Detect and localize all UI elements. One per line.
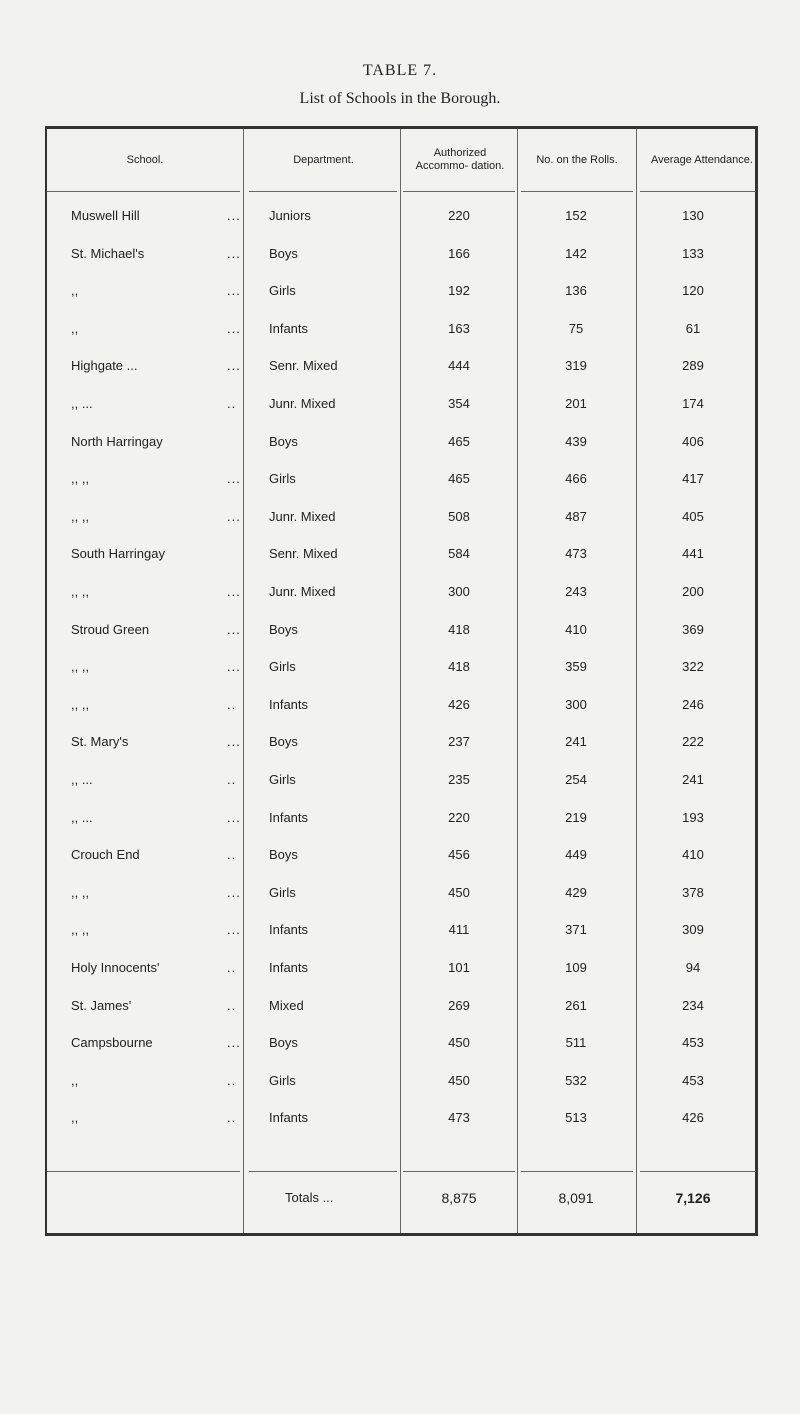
accommodation-cell: 418 bbox=[448, 621, 470, 637]
table-row bbox=[47, 688, 755, 726]
totals-rule bbox=[403, 1171, 515, 1172]
totals-rule bbox=[47, 1171, 240, 1172]
school-cell: Muswell Hill bbox=[71, 208, 140, 223]
leader-dots: .. bbox=[227, 1072, 237, 1088]
rolls-cell: 473 bbox=[565, 546, 587, 562]
table-row bbox=[47, 725, 755, 763]
totals-row bbox=[47, 1184, 755, 1214]
totals-accommodation: 8,875 bbox=[441, 1190, 477, 1206]
accommodation-cell: 444 bbox=[448, 358, 470, 374]
table-row bbox=[47, 613, 755, 651]
rolls-cell: 449 bbox=[565, 847, 587, 863]
table-row bbox=[47, 387, 755, 425]
rolls-cell: 219 bbox=[565, 809, 587, 825]
school-cell: ,, ,, bbox=[71, 659, 90, 675]
accommodation-cell: 418 bbox=[448, 659, 470, 675]
department-cell: Girls bbox=[269, 772, 296, 787]
department-cell: Girls bbox=[269, 283, 296, 299]
leader-dots: ... bbox=[227, 584, 241, 599]
header-rule bbox=[521, 191, 633, 192]
leader-dots: ... bbox=[227, 283, 241, 299]
accommodation-cell: 584 bbox=[448, 546, 470, 562]
school-cell: North Harringay bbox=[71, 433, 163, 449]
table-subtitle: List of Schools in the Borough. bbox=[299, 90, 501, 107]
accommodation-cell: 192 bbox=[448, 283, 470, 299]
table-row bbox=[47, 838, 755, 876]
attendance-cell: 222 bbox=[682, 734, 704, 750]
accommodation-cell: 166 bbox=[448, 245, 470, 261]
accommodation-cell: 508 bbox=[448, 508, 470, 524]
department-cell: Mixed bbox=[269, 997, 304, 1013]
header-attendance: Average Attendance. bbox=[651, 153, 753, 166]
rolls-cell: 429 bbox=[565, 884, 587, 900]
rolls-cell: 466 bbox=[565, 471, 587, 487]
school-cell: St. Michael's bbox=[71, 245, 145, 261]
totals-label: Totals ... bbox=[285, 1190, 334, 1205]
school-cell: ,, bbox=[71, 1072, 79, 1088]
leader-dots: .. bbox=[227, 396, 237, 411]
leader-dots: .. bbox=[227, 772, 237, 787]
totals-rule bbox=[640, 1171, 756, 1172]
school-cell: Holy Innocents' bbox=[71, 960, 160, 975]
department-cell: Senr. Mixed bbox=[269, 358, 338, 374]
table-row bbox=[47, 462, 755, 500]
school-cell: St. Mary's bbox=[71, 734, 129, 750]
table-row bbox=[47, 650, 755, 688]
leader-dots: ... bbox=[227, 508, 241, 524]
leader-dots: ... bbox=[227, 884, 241, 900]
rolls-cell: 371 bbox=[565, 922, 587, 938]
rolls-cell: 439 bbox=[565, 433, 587, 449]
accommodation-cell: 354 bbox=[448, 396, 470, 411]
header-school: School. bbox=[126, 153, 164, 166]
table-row bbox=[47, 199, 755, 237]
rolls-cell: 152 bbox=[565, 208, 587, 223]
table-row bbox=[47, 425, 755, 463]
school-cell: Crouch End bbox=[71, 847, 140, 863]
school-cell: ,, ... bbox=[71, 396, 93, 411]
table-row bbox=[47, 349, 755, 387]
leader-dots: ... bbox=[227, 208, 241, 223]
leader-dots: .. bbox=[227, 847, 237, 863]
rolls-cell: 136 bbox=[565, 283, 587, 299]
rolls-cell: 532 bbox=[565, 1072, 587, 1088]
department-cell: Boys bbox=[269, 1035, 298, 1051]
attendance-cell: 120 bbox=[682, 283, 704, 299]
attendance-cell: 200 bbox=[682, 584, 704, 599]
leader-dots: ... bbox=[227, 320, 241, 336]
attendance-cell: 61 bbox=[685, 320, 701, 336]
department-cell: Junr. Mixed bbox=[269, 584, 336, 599]
attendance-cell: 289 bbox=[682, 358, 704, 374]
attendance-cell: 406 bbox=[682, 433, 704, 449]
attendance-cell: 369 bbox=[682, 621, 704, 637]
rolls-cell: 142 bbox=[565, 245, 587, 261]
department-cell: Boys bbox=[269, 245, 298, 261]
department-cell: Senr. Mixed bbox=[269, 546, 338, 562]
school-cell: South Harringay bbox=[71, 546, 165, 562]
accommodation-cell: 426 bbox=[448, 696, 470, 712]
header-rule bbox=[640, 191, 756, 192]
header-rule bbox=[249, 191, 397, 192]
table-row bbox=[47, 876, 755, 914]
table-row bbox=[47, 537, 755, 575]
attendance-cell: 94 bbox=[685, 960, 701, 975]
header-rule bbox=[403, 191, 515, 192]
table-row bbox=[47, 575, 755, 613]
school-cell: Highgate ... bbox=[71, 358, 138, 374]
department-cell: Infants bbox=[269, 696, 309, 712]
accommodation-cell: 269 bbox=[448, 997, 470, 1013]
table-row bbox=[47, 1064, 755, 1102]
rolls-cell: 487 bbox=[565, 508, 587, 524]
rolls-cell: 254 bbox=[565, 772, 587, 787]
schools-table bbox=[45, 126, 758, 1236]
school-cell: Campsbourne bbox=[71, 1035, 153, 1051]
table-row bbox=[47, 500, 755, 538]
department-cell: Boys bbox=[269, 621, 298, 637]
attendance-cell: 130 bbox=[682, 208, 704, 223]
accommodation-cell: 465 bbox=[448, 433, 470, 449]
totals-rule bbox=[249, 1171, 397, 1172]
department-cell: Junr. Mixed bbox=[269, 508, 336, 524]
attendance-cell: 234 bbox=[682, 997, 704, 1013]
accommodation-cell: 465 bbox=[448, 471, 470, 487]
attendance-cell: 133 bbox=[682, 245, 704, 261]
attendance-cell: 309 bbox=[682, 922, 704, 938]
department-cell: Infants bbox=[269, 320, 309, 336]
department-cell: Infants bbox=[269, 1110, 309, 1126]
table-row bbox=[47, 763, 755, 801]
rolls-cell: 109 bbox=[565, 960, 587, 975]
rolls-cell: 513 bbox=[565, 1110, 587, 1126]
school-cell: ,, ,, bbox=[71, 508, 90, 524]
department-cell: Infants bbox=[269, 809, 309, 825]
table-row bbox=[47, 913, 755, 951]
school-cell: ,, bbox=[71, 320, 79, 336]
table-row bbox=[47, 1101, 755, 1139]
accommodation-cell: 473 bbox=[448, 1110, 470, 1126]
school-cell: ,, ,, bbox=[71, 584, 90, 599]
header-accommodation: Authorized Accommo- dation. bbox=[415, 147, 505, 172]
leader-dots: ... bbox=[227, 471, 241, 487]
accommodation-cell: 101 bbox=[448, 960, 470, 975]
school-cell: ,, ... bbox=[71, 809, 93, 825]
department-cell: Girls bbox=[269, 471, 296, 487]
leader-dots: .. bbox=[227, 696, 237, 712]
rolls-cell: 75 bbox=[568, 320, 584, 336]
accommodation-cell: 163 bbox=[448, 320, 470, 336]
leader-dots: .. bbox=[227, 1110, 237, 1126]
header-rule bbox=[47, 191, 240, 192]
department-cell: Boys bbox=[269, 847, 298, 863]
accommodation-cell: 235 bbox=[448, 772, 470, 787]
school-cell: ,, bbox=[71, 283, 79, 299]
accommodation-cell: 450 bbox=[448, 1035, 470, 1051]
rolls-cell: 511 bbox=[565, 1035, 587, 1051]
totals-rolls: 8,091 bbox=[558, 1190, 594, 1206]
attendance-cell: 322 bbox=[682, 659, 704, 675]
department-cell: Infants bbox=[269, 922, 309, 938]
rolls-cell: 201 bbox=[565, 396, 587, 411]
rolls-cell: 359 bbox=[565, 659, 587, 675]
accommodation-cell: 237 bbox=[448, 734, 470, 750]
leader-dots: ... bbox=[227, 659, 241, 675]
department-cell: Boys bbox=[269, 433, 298, 449]
leader-dots: ... bbox=[227, 1035, 241, 1051]
department-cell: Boys bbox=[269, 734, 298, 750]
attendance-cell: 441 bbox=[682, 546, 704, 562]
department-cell: Junr. Mixed bbox=[269, 396, 336, 411]
leader-dots: ... bbox=[227, 809, 241, 825]
attendance-cell: 417 bbox=[682, 471, 704, 487]
attendance-cell: 410 bbox=[682, 847, 704, 863]
leader-dots: ... bbox=[227, 358, 241, 374]
school-cell: ,, ... bbox=[71, 772, 93, 787]
school-cell: ,, ,, bbox=[71, 471, 90, 487]
school-cell: ,, ,, bbox=[71, 884, 90, 900]
school-cell: Stroud Green bbox=[71, 621, 150, 637]
table-row bbox=[47, 274, 755, 312]
attendance-cell: 378 bbox=[682, 884, 704, 900]
attendance-cell: 193 bbox=[682, 809, 704, 825]
rolls-cell: 410 bbox=[565, 621, 587, 637]
table-row bbox=[47, 989, 755, 1027]
attendance-cell: 246 bbox=[682, 696, 704, 712]
rolls-cell: 241 bbox=[565, 734, 587, 750]
school-cell: ,, ,, bbox=[71, 922, 90, 938]
table-row bbox=[47, 801, 755, 839]
attendance-cell: 426 bbox=[682, 1110, 704, 1126]
table-row bbox=[47, 237, 755, 275]
header-department: Department. bbox=[293, 153, 354, 166]
table-row bbox=[47, 1026, 755, 1064]
accommodation-cell: 450 bbox=[448, 1072, 470, 1088]
department-cell: Infants bbox=[269, 960, 309, 975]
attendance-cell: 241 bbox=[682, 772, 704, 787]
accommodation-cell: 300 bbox=[448, 584, 470, 599]
attendance-cell: 453 bbox=[682, 1072, 704, 1088]
attendance-cell: 453 bbox=[682, 1035, 704, 1051]
department-cell: Girls bbox=[269, 884, 296, 900]
totals-rule bbox=[521, 1171, 633, 1172]
totals-attendance: 7,126 bbox=[675, 1190, 711, 1206]
rolls-cell: 319 bbox=[565, 358, 587, 374]
leader-dots: ... bbox=[227, 922, 241, 938]
department-cell: Girls bbox=[269, 659, 296, 675]
leader-dots: ... bbox=[227, 734, 241, 750]
school-cell: ,, ,, bbox=[71, 696, 90, 712]
accommodation-cell: 220 bbox=[448, 208, 470, 223]
accommodation-cell: 220 bbox=[448, 809, 470, 825]
table-row bbox=[47, 312, 755, 350]
table-row bbox=[47, 951, 755, 989]
rolls-cell: 243 bbox=[565, 584, 587, 599]
school-cell: ,, bbox=[71, 1110, 79, 1126]
department-cell: Girls bbox=[269, 1072, 296, 1088]
header-rolls: No. on the Rolls. bbox=[536, 153, 618, 166]
rolls-cell: 300 bbox=[565, 696, 587, 712]
accommodation-cell: 450 bbox=[448, 884, 470, 900]
accommodation-cell: 411 bbox=[448, 922, 470, 938]
attendance-cell: 405 bbox=[682, 508, 704, 524]
leader-dots: ... bbox=[227, 245, 241, 261]
table-title: TABLE 7. bbox=[362, 62, 438, 79]
school-cell: St. James' bbox=[71, 997, 132, 1013]
accommodation-cell: 456 bbox=[448, 847, 470, 863]
leader-dots: .. bbox=[227, 997, 237, 1013]
department-cell: Juniors bbox=[269, 208, 311, 223]
attendance-cell: 174 bbox=[682, 396, 704, 411]
rolls-cell: 261 bbox=[565, 997, 587, 1013]
leader-dots: .. bbox=[227, 960, 237, 975]
leader-dots: ... bbox=[227, 621, 241, 637]
